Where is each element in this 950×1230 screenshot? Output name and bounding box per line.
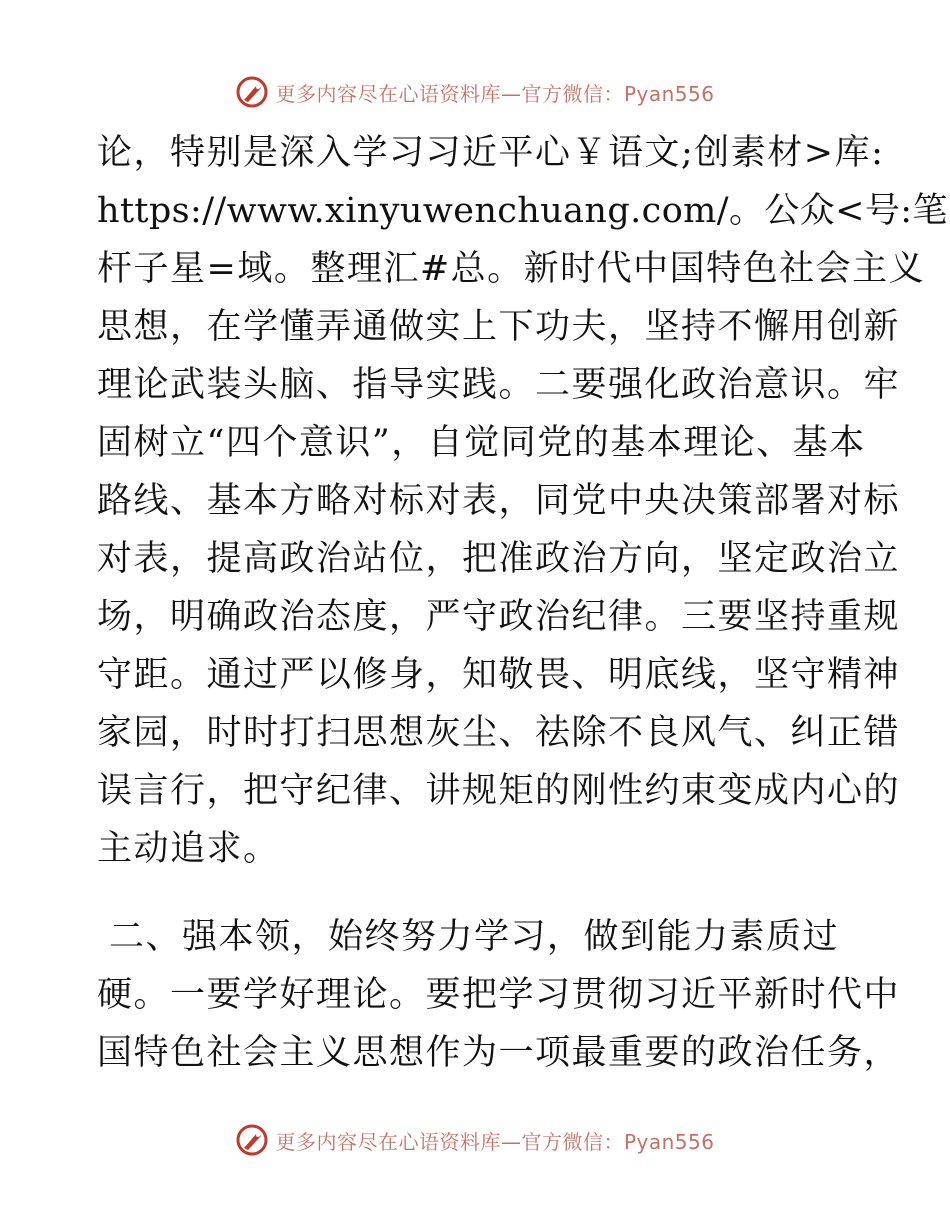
body-line: 误言行，把守纪律、讲规矩的刚性约束变成内心的 xyxy=(97,771,901,811)
body-line: 理论武装头脑、指导实践。二要强化政治意识。牢 xyxy=(97,365,901,405)
body-line: 固树立“四个意识”，自觉同党的基本理论、基本 xyxy=(97,423,866,463)
body-line: 硬。一要学好理论。要把学习贯彻习近平新时代中 xyxy=(97,975,901,1015)
body-line: 家园，时时打扫思想灰尘、祛除不良风气、纠正错 xyxy=(97,713,901,753)
section-heading-line: 二、强本领，始终努力学习，做到能力素质过 xyxy=(109,917,840,957)
body-line: 国特色社会主义思想作为一项最重要的政治任务， xyxy=(97,1033,901,1073)
watermark-text: 更多内容尽在心语资料库—官方微信：Pyan556 xyxy=(275,1129,715,1154)
body-line: 论，特别是深入学习习近平心￥语文;创素材>库: xyxy=(97,133,885,173)
body-line: https://www.xinyuwenchuang.com/。公众<号:笔 xyxy=(97,191,948,231)
body-line: 杆子星=域。整理汇#总。新时代中国特色社会主义 xyxy=(97,249,926,289)
body-line: 思想，在学懂弄通做实上下功夫，坚持不懈用创新 xyxy=(97,307,901,347)
body-line: 场，明确政治态度，严守政治纪律。三要坚持重规 xyxy=(97,597,901,637)
body-line: 路线、基本方略对标对表，同党中央决策部署对标 xyxy=(97,481,901,521)
body-line: 主动追求。 xyxy=(97,829,280,869)
body-line: 守距。通过严以修身，知敬畏、明底线，坚守精神 xyxy=(97,655,901,695)
document-body xyxy=(97,124,948,1082)
pen-nib-logo-icon xyxy=(235,75,269,109)
header-watermark xyxy=(0,72,950,112)
footer-watermark xyxy=(0,1120,950,1160)
watermark-text: 更多内容尽在心语资料库—官方微信：Pyan556 xyxy=(275,81,715,106)
body-line: 对表，提高政治站位，把准政治方向，坚定政治立 xyxy=(97,539,901,579)
pen-nib-logo-icon xyxy=(235,1123,269,1157)
